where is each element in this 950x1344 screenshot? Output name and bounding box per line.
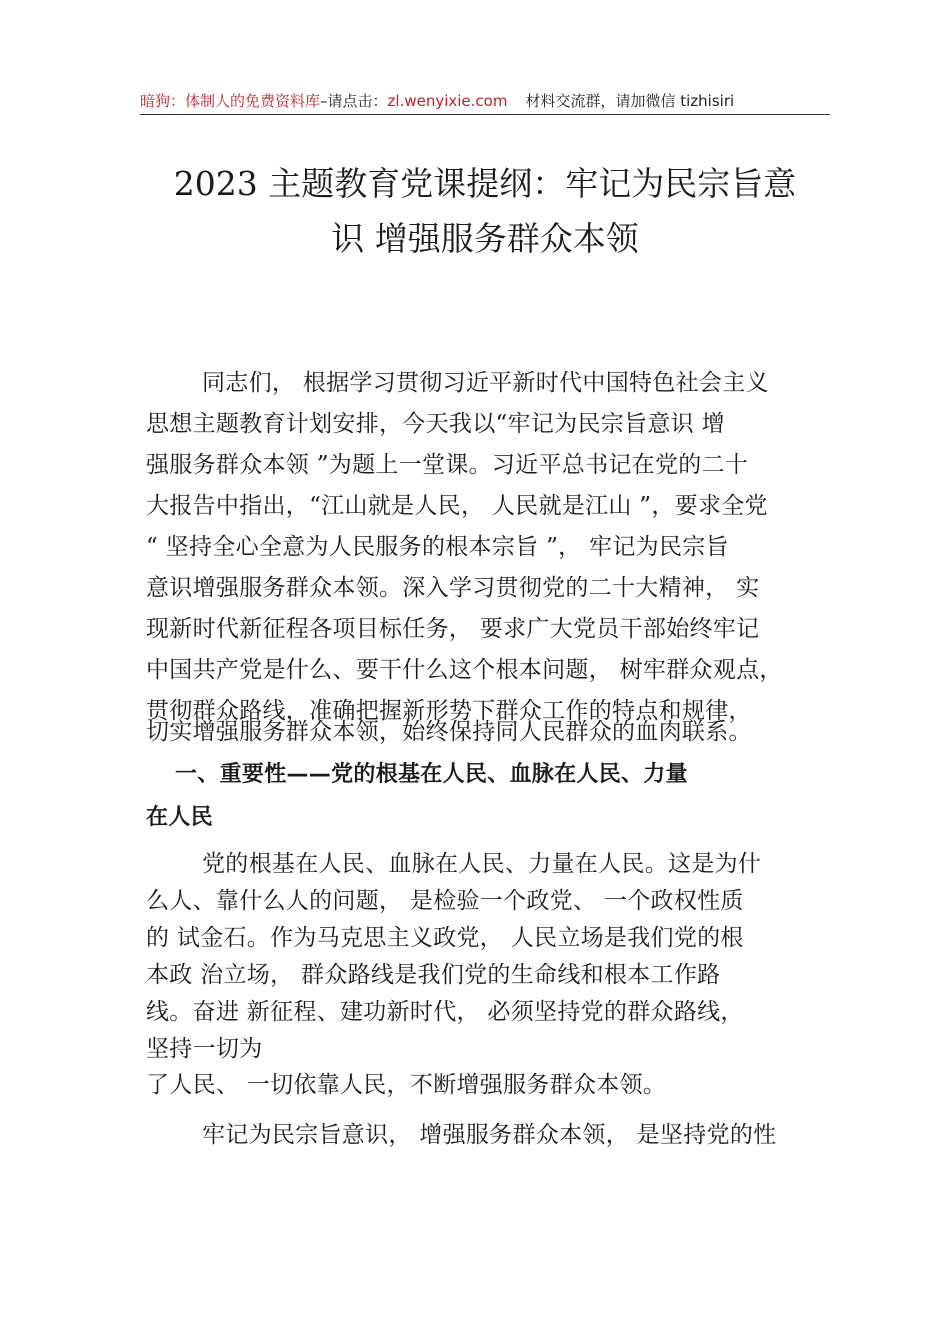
paragraph-line: 思想主题教育计划安排，今天我以“牢记为民宗旨意识 增 (146, 411, 725, 437)
paragraph-line: 同志们， 根据学习贯彻习近平新时代中国特色社会主义 (202, 370, 769, 396)
header-divider (140, 114, 830, 115)
paragraph-line: “ 坚持全心全意为人民服务的根本宗旨 ”， 牢记为民宗旨 (146, 534, 729, 560)
paragraph-line: 切实增强服务群众本领，始终保持同人民群众的血肉联系。 (146, 719, 752, 745)
paragraph-line: 强服务群众本领 ”为题上一堂课。习近平总书记在党的二十 (146, 452, 749, 478)
header-source: 暗狗：体制人的免费资料库 (140, 92, 321, 110)
header-click-label: –请点击： (320, 92, 388, 110)
paragraph-line: 现新时代新征程各项目标任务， 要求广大党员干部始终牢记 (146, 616, 760, 642)
paragraph-line: 么人、靠什么人的问题， 是检验一个政党、 一个政权性质 (146, 888, 744, 914)
paragraph-line: 贯彻群众路线，准确把握新形势下群众工作的特点和规律， (146, 698, 752, 724)
section-heading-line-1: 一、重要性——党的根基在人民、血脉在人民、力量 (175, 762, 688, 787)
paragraph-line: 本政 治立场， 群众路线是我们党的生命线和根本工作路 (146, 962, 721, 988)
page-header (140, 90, 830, 112)
paragraph-line: 大报告中指出，“江山就是人民， 人民就是江山 ”，要求全党 (146, 493, 768, 519)
paragraph-line: 了人民、 一切依靠人民，不断增强服务群众本领。 (146, 1072, 667, 1098)
header-contact: 材料交流群，请加微信 tizhisiri (525, 92, 735, 110)
paragraph-line: 线。奋进 新征程、建功新时代， 必须坚持党的群众路线， (146, 999, 744, 1025)
document-title-line-1: 2023 主题教育党课提纲：牢记为民宗旨意 (173, 164, 797, 203)
paragraph-line: 党的根基在人民、血脉在人民、力量在人民。这是为什 (202, 851, 762, 877)
paragraph-line: 中国共产党是什么、要干什么这个根本问题， 树牢群众观点， (146, 657, 783, 683)
document-title-line-2: 识 增强服务群众本领 (331, 219, 639, 258)
paragraph-line: 的 试金石。作为马克思主义政党， 人民立场是我们党的根 (146, 925, 744, 951)
header-url-link[interactable]: zl.wenyixie.com (387, 92, 508, 110)
section-heading-line-2: 在人民 (146, 805, 213, 830)
paragraph-line: 意识增强服务群众本领。深入学习贯彻党的二十大精神， 实 (146, 575, 760, 601)
paragraph-line: 坚持一切为 (146, 1036, 263, 1062)
paragraph-line: 牢记为民宗旨意识， 增强服务群众本领， 是坚持党的性 (202, 1122, 777, 1148)
